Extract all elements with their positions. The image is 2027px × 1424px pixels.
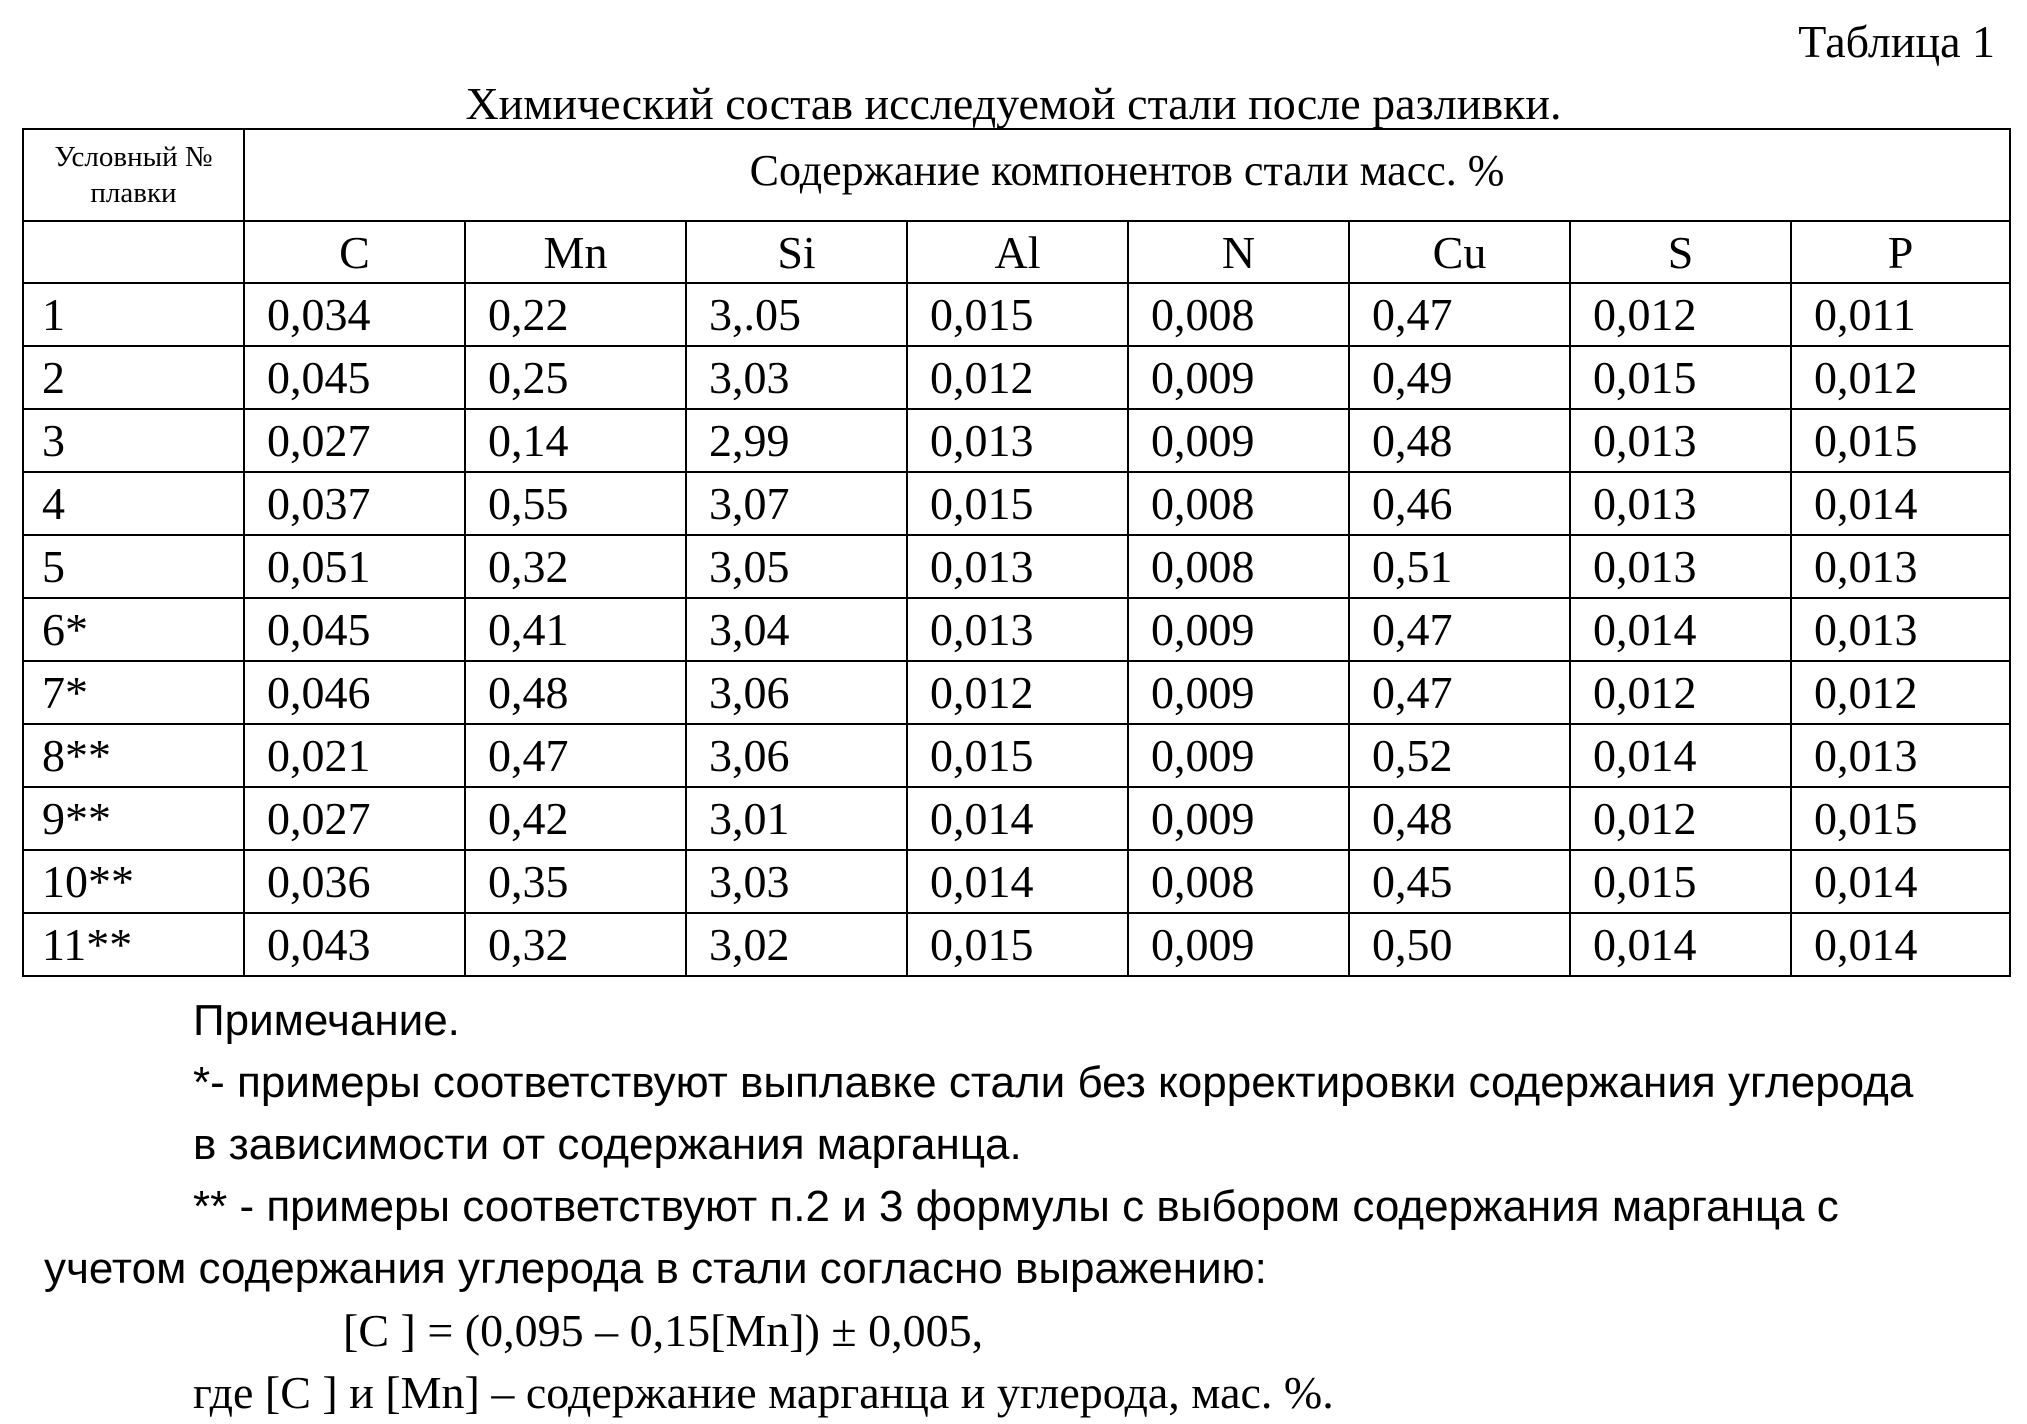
cell-value: 0,027 [244, 409, 465, 472]
cell-value: 0,47 [1349, 283, 1570, 346]
cell-value: 0,014 [1791, 913, 2010, 976]
cell-value: 0,46 [1349, 472, 1570, 535]
cell-value: 0,47 [465, 724, 686, 787]
note-double-star-line-1: ** - примеры соответствуют п.2 и 3 формулы с выбором содержания марганца с [193, 1182, 1839, 1231]
cell-value: 0,014 [907, 850, 1128, 913]
cell-run-number: 7* [23, 661, 244, 724]
cell-run-number: 4 [23, 472, 244, 535]
cell-value: 0,009 [1128, 787, 1349, 850]
header-element: N [1128, 221, 1349, 283]
cell-value: 0,48 [465, 661, 686, 724]
header-element: Cu [1349, 221, 1570, 283]
cell-value: 0,009 [1128, 724, 1349, 787]
cell-value: 3,.05 [686, 283, 907, 346]
cell-value: 0,48 [1349, 409, 1570, 472]
header-run-number: Условный № плавки [23, 129, 244, 221]
cell-value: 0,45 [1349, 850, 1570, 913]
cell-value: 0,008 [1128, 472, 1349, 535]
cell-value: 3,01 [686, 787, 907, 850]
table-row [23, 283, 2010, 346]
cell-value: 0,034 [244, 283, 465, 346]
cell-value: 0,47 [1349, 661, 1570, 724]
cell-run-number: 10** [23, 850, 244, 913]
cell-value: 0,014 [1791, 850, 2010, 913]
cell-value: 0,045 [244, 598, 465, 661]
table-row [23, 346, 2010, 409]
cell-value: 3,04 [686, 598, 907, 661]
cell-value: 0,49 [1349, 346, 1570, 409]
cell-value: 0,013 [907, 409, 1128, 472]
cell-value: 0,015 [1791, 409, 2010, 472]
cell-value: 0,027 [244, 787, 465, 850]
cell-value: 0,013 [1570, 535, 1791, 598]
header-component-content: Содержание компонентов стали масс. % [244, 129, 2010, 221]
cell-value: 0,011 [1791, 283, 2010, 346]
cell-value: 0,013 [1791, 724, 2010, 787]
cell-run-number: 8** [23, 724, 244, 787]
notes-section [0, 990, 2027, 1424]
table-row [23, 598, 2010, 661]
cell-value: 0,046 [244, 661, 465, 724]
cell-value: 0,014 [1791, 472, 2010, 535]
cell-value: 0,021 [244, 724, 465, 787]
cell-run-number: 3 [23, 409, 244, 472]
table-title: Химический состав исследуемой стали после разливки. [465, 78, 1562, 129]
table-row [23, 787, 2010, 850]
cell-value: 0,35 [465, 850, 686, 913]
cell-value: 0,41 [465, 598, 686, 661]
cell-value: 0,013 [907, 598, 1128, 661]
cell-value: 0,051 [244, 535, 465, 598]
notes-heading: Примечание. [193, 996, 460, 1045]
header-element: Al [907, 221, 1128, 283]
cell-run-number: 9** [23, 787, 244, 850]
cell-value: 2,99 [686, 409, 907, 472]
formula: [C ] = (0,095 – 0,15[Mn]) ± 0,005, [343, 1305, 984, 1356]
cell-value: 0,014 [907, 787, 1128, 850]
cell-value: 0,015 [1791, 787, 2010, 850]
cell-value: 0,14 [465, 409, 686, 472]
table-row [23, 850, 2010, 913]
cell-value: 0,008 [1128, 535, 1349, 598]
cell-value: 0,014 [1570, 913, 1791, 976]
cell-run-number: 6* [23, 598, 244, 661]
header-element: S [1570, 221, 1791, 283]
cell-value: 0,25 [465, 346, 686, 409]
cell-value: 3,06 [686, 661, 907, 724]
cell-value: 0,036 [244, 850, 465, 913]
cell-run-number: 5 [23, 535, 244, 598]
cell-value: 0,22 [465, 283, 686, 346]
cell-value: 0,012 [1791, 346, 2010, 409]
cell-value: 3,02 [686, 913, 907, 976]
cell-run-number: 11** [23, 913, 244, 976]
header-row-elements [23, 221, 2010, 283]
note-double-star-line-2: учетом содержания углерода в стали согласно выражению: [44, 1244, 1267, 1293]
cell-value: 0,037 [244, 472, 465, 535]
header-element: Mn [465, 221, 686, 283]
table-body [23, 129, 2010, 976]
cell-value: 0,012 [1570, 283, 1791, 346]
note-single-star-line-2: в зависимости от содержания марганца. [193, 1120, 1022, 1169]
composition-table [22, 128, 2011, 977]
cell-value: 0,009 [1128, 409, 1349, 472]
cell-value: 0,013 [1570, 409, 1791, 472]
note-single-star-line-1: *- примеры соответствуют выплавке стали без корректировки содержания углерода [193, 1058, 1914, 1107]
table-row [23, 913, 2010, 976]
cell-value: 0,008 [1128, 283, 1349, 346]
cell-run-number: 2 [23, 346, 244, 409]
cell-value: 0,013 [907, 535, 1128, 598]
header-element: Si [686, 221, 907, 283]
cell-value: 0,47 [1349, 598, 1570, 661]
cell-value: 0,013 [1791, 598, 2010, 661]
cell-value: 0,012 [907, 661, 1128, 724]
cell-value: 0,015 [1570, 346, 1791, 409]
cell-value: 0,50 [1349, 913, 1570, 976]
cell-value: 3,05 [686, 535, 907, 598]
cell-value: 0,043 [244, 913, 465, 976]
header-element: C [244, 221, 465, 283]
table-row [23, 409, 2010, 472]
cell-value: 0,48 [1349, 787, 1570, 850]
cell-value: 0,009 [1128, 346, 1349, 409]
table-number-label: Таблица 1 [1798, 16, 1995, 67]
cell-value: 0,015 [1570, 850, 1791, 913]
cell-value: 0,012 [1570, 787, 1791, 850]
cell-value: 0,015 [907, 724, 1128, 787]
cell-value: 0,015 [907, 913, 1128, 976]
cell-value: 0,014 [1570, 724, 1791, 787]
header-row-group [23, 129, 2010, 221]
table-row [23, 661, 2010, 724]
cell-value: 0,015 [907, 283, 1128, 346]
cell-value: 3,06 [686, 724, 907, 787]
table-row [23, 472, 2010, 535]
cell-value: 0,42 [465, 787, 686, 850]
cell-value: 0,51 [1349, 535, 1570, 598]
cell-value: 0,52 [1349, 724, 1570, 787]
cell-value: 0,012 [1791, 661, 2010, 724]
cell-value: 0,009 [1128, 661, 1349, 724]
table-row [23, 724, 2010, 787]
cell-value: 0,045 [244, 346, 465, 409]
cell-value: 0,015 [907, 472, 1128, 535]
header-element: P [1791, 221, 2010, 283]
cell-value: 0,014 [1570, 598, 1791, 661]
cell-value: 0,009 [1128, 913, 1349, 976]
cell-value: 0,013 [1791, 535, 2010, 598]
formula-explanation: где [C ] и [Mn] – содержание марганца и углерода, мас. %. [193, 1367, 1334, 1418]
cell-value: 0,55 [465, 472, 686, 535]
cell-value: 0,32 [465, 535, 686, 598]
cell-value: 0,012 [1570, 661, 1791, 724]
cell-value: 3,07 [686, 472, 907, 535]
cell-value: 3,03 [686, 850, 907, 913]
cell-value: 0,32 [465, 913, 686, 976]
header-empty-cell [23, 221, 244, 283]
cell-value: 0,009 [1128, 598, 1349, 661]
cell-run-number: 1 [23, 283, 244, 346]
cell-value: 3,03 [686, 346, 907, 409]
cell-value: 0,008 [1128, 850, 1349, 913]
table-row [23, 535, 2010, 598]
cell-value: 0,012 [907, 346, 1128, 409]
cell-value: 0,013 [1570, 472, 1791, 535]
